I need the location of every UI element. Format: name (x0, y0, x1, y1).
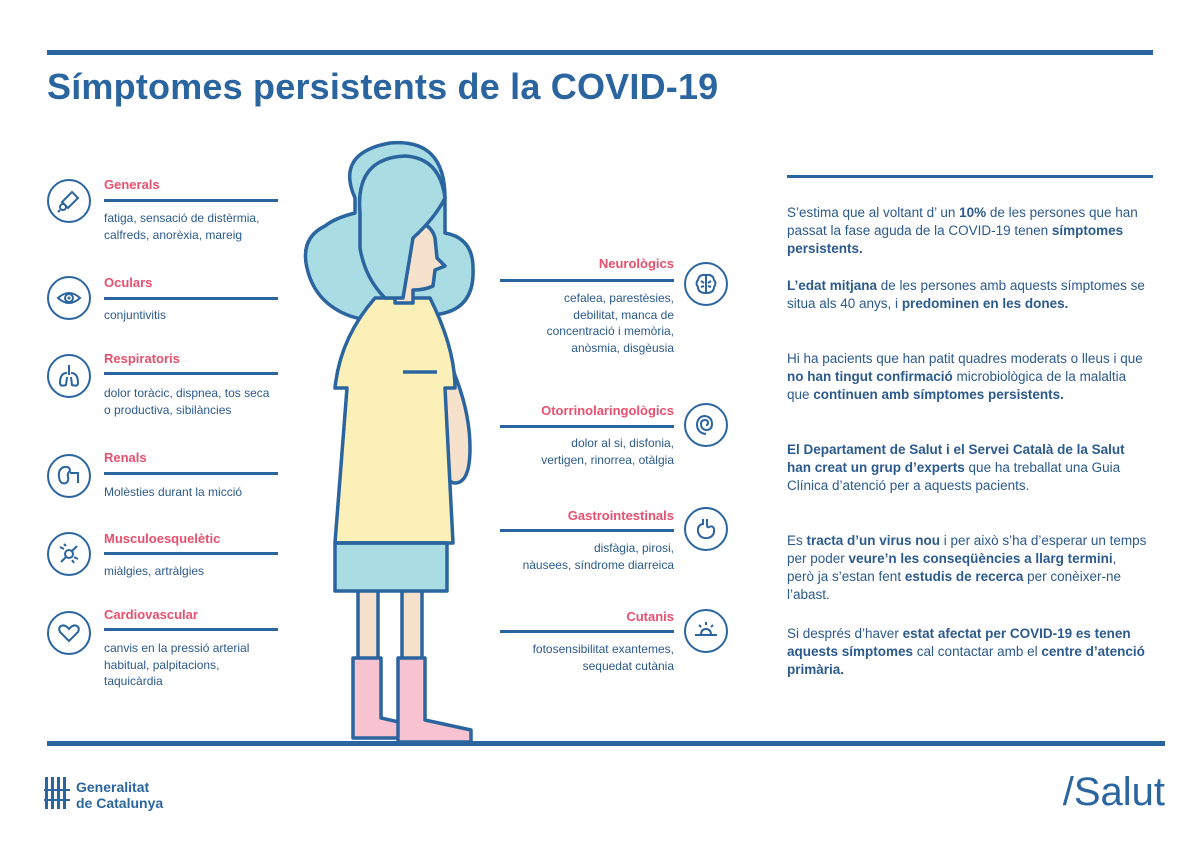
category-rule (104, 628, 278, 631)
paragraph-segment: Si després d’haver (787, 626, 903, 641)
paragraph-segment: de les persones que han passat la fase aguda de la COVID-19 tenen (787, 205, 1138, 238)
ear-icon (684, 403, 728, 447)
paragraph-segment: Hi ha pacients que han patit quadres moderats o lleus i que (787, 351, 1143, 366)
category-rule (104, 297, 278, 300)
paragraph-segment: no han tingut confirmació (787, 369, 953, 384)
paragraph-segment: per conèixer-ne l’abast. (787, 569, 1121, 602)
category-title-oculars: Oculars (104, 275, 153, 290)
category-title-gastrointestinals: Gastrointestinals (567, 508, 674, 523)
heart-icon (47, 611, 91, 655)
category-title-otorrinolaringologics: Otorrinolaringològics (541, 403, 674, 418)
paragraph-segment: símptomes persistents. (787, 223, 1124, 256)
category-rule (500, 279, 674, 282)
paragraph-segment: microbiològica de la malaltia que (787, 369, 1127, 402)
stomach-icon (684, 507, 728, 551)
category-rule (104, 372, 278, 375)
category-text-neurologics: cefalea, parestèsies, debilitat, manca de concentració i memòria, anòsmia, disgèusia (546, 291, 674, 355)
paragraph-segment: El Departament de Salut i el Servei Català de la Salut han creat un grup d’experts (787, 442, 1125, 475)
category-text-cutanis: fotosensibilitat exantemes, sequedat cutània (532, 642, 674, 673)
paragraph-segment: L’edat mitjana (787, 278, 878, 293)
top-rule (47, 50, 1153, 55)
category-text-respiratoris: dolor toràcic, dispnea, tos seca o productiva, sibilàncies (104, 386, 270, 417)
paragraph-segment: predominen en les dones. (901, 296, 1069, 311)
category-text-generals: fatiga, sensació de distèrmia, calfreds, anorèxia, mareig (104, 211, 260, 242)
category-rule (500, 425, 674, 428)
category-text-renals: Molèsties durant la micció (104, 485, 243, 499)
brain-icon (684, 262, 728, 306)
paragraph-segment: de les persones amb aquests símptomes se situa als 40 anys, i (787, 278, 1145, 311)
category-title-musculoesqueletic: Musculoesquelètic (104, 531, 221, 546)
skin-icon (684, 609, 728, 653)
kidney-icon (47, 454, 91, 498)
category-title-cutanis: Cutanis (626, 609, 674, 624)
paragraph-segment: continuen amb símptomes persistents. (813, 387, 1064, 402)
paragraph-2 (787, 277, 1147, 313)
salut-brand: /Salut (1062, 770, 1165, 814)
bottom-rule (47, 741, 1165, 746)
right-column-rule (787, 175, 1153, 178)
paragraph-segment: estat afectat per COVID-19 es tenen aquests símptomes (787, 626, 1131, 659)
category-text-gastrointestinals: disfàgia, pirosi, nàusees, síndrome diarreica (522, 541, 674, 572)
paragraph-6 (787, 625, 1147, 679)
paragraph-segment: Es (787, 533, 807, 548)
category-text-oculars: conjuntivitis (104, 308, 167, 322)
category-title-renals: Renals (104, 450, 147, 465)
category-text-otorrinolaringologics: dolor al si, disfonia, vertigen, rinorrea, otàlgia (541, 436, 674, 467)
eye-icon (47, 276, 91, 320)
paragraph-segment: i per això s’ha d’esperar un temps per poder (787, 533, 1147, 566)
category-text-musculoesqueletic: miàlgies, artràlgies (104, 564, 205, 578)
generalitat-logo-text: Generalitat de Catalunya (76, 779, 164, 811)
category-rule (500, 630, 674, 633)
category-title-generals: Generals (104, 177, 160, 192)
category-text-cardiovascular: canvis en la pressió arterial habitual, palpitacions, taquicàrdia (104, 641, 250, 688)
paragraph-segment: estudis de recerca (904, 569, 1024, 584)
category-rule (104, 552, 278, 555)
paragraph-segment: , però ja s’estan fent (787, 551, 1117, 584)
thermometer-icon (47, 179, 91, 223)
paragraph-segment: centre d’atenció primària. (787, 644, 1145, 677)
category-rule (104, 199, 278, 202)
category-title-cardiovascular: Cardiovascular (104, 607, 198, 622)
paragraph-segment: que ha treballat una Guia Clínica d’atenció per a aquests pacients. (787, 460, 1121, 493)
paragraph-segment: 10% (959, 205, 987, 220)
category-rule (500, 529, 674, 532)
paragraph-3 (787, 350, 1147, 404)
generalitat-logo-icon (44, 777, 70, 809)
joint-icon (47, 532, 91, 576)
category-rule (104, 472, 278, 475)
paragraph-segment: S’estima que al voltant d’ un (787, 205, 960, 220)
lungs-icon (47, 354, 91, 398)
category-title-respiratoris: Respiratoris (104, 351, 180, 366)
category-title-neurologics: Neurològics (598, 256, 674, 271)
paragraph-1 (787, 204, 1147, 258)
woman-illustration (295, 138, 480, 743)
page-title: Símptomes persistents de la COVID-19 (47, 66, 719, 107)
paragraph-4 (787, 441, 1147, 495)
paragraph-segment: tracta d’un virus nou (806, 533, 941, 548)
paragraph-5 (787, 532, 1147, 604)
paragraph-segment: cal contactar amb el (913, 644, 1042, 659)
paragraph-segment: veure’n les conseqüències a llarg termini (848, 551, 1113, 566)
